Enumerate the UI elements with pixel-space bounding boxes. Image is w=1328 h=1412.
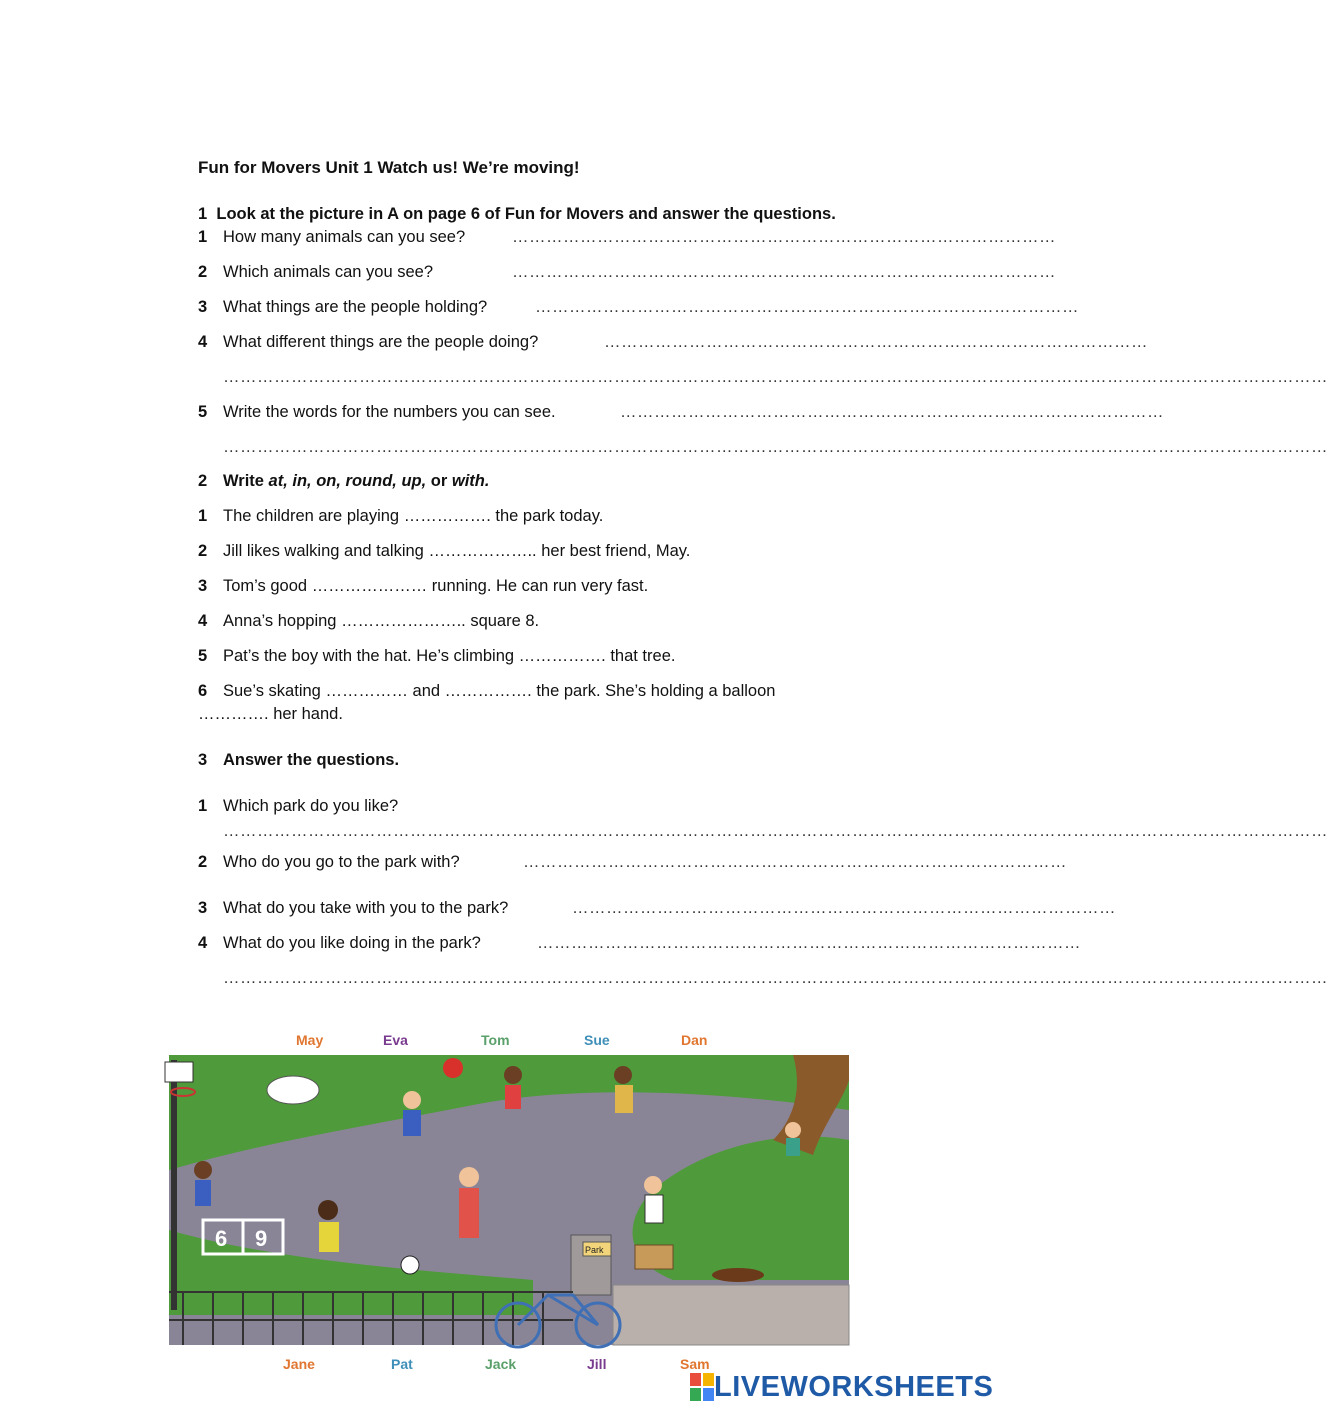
child-figure [785, 1122, 801, 1156]
name-dan: Dan [681, 1032, 708, 1048]
park-scene-frame [165, 1055, 849, 1347]
section-2-heading: 2 Write at, in, on, round, up, or with. [198, 472, 490, 490]
s2-sentence-4: 4 Anna’s hopping ………………….. square 8. [198, 612, 540, 630]
name-jill: Jill [587, 1356, 607, 1372]
football [401, 1256, 419, 1274]
liveworksheets-logo-icon [690, 1373, 714, 1401]
s3-question-4: 4 What do you like doing in the park? …………………………………………………………………………………… [198, 932, 868, 955]
park-illustration [153, 1030, 879, 1388]
answer-line[interactable]: …………………………………………………………………………………………………………………………………………………………………………… [223, 368, 1328, 386]
hoop-board [165, 1062, 193, 1082]
s3-question-2: 2 Who do you go to the park with? …………………………………………………………………………………… [198, 851, 868, 874]
answer-line[interactable]: …………………………………………………………………………………………………………………………………………………………………………… [223, 822, 1328, 840]
balloon [443, 1058, 463, 1078]
gap-blank[interactable]: ……………….. [428, 542, 537, 560]
answer-line[interactable]: …………………………………………………………………………………… [537, 934, 1081, 952]
child-figure [614, 1066, 633, 1113]
gap-blank[interactable]: ……………. [403, 507, 491, 525]
section-1-heading-text: Look at the picture in A on page 6 of Fun for Movers and answer the questions. [216, 205, 836, 223]
name-eva: Eva [383, 1032, 408, 1048]
gap-blank[interactable]: ………………… [311, 577, 428, 595]
answer-line[interactable]: …………………………………………………………………………………… [512, 228, 1056, 246]
name-jane: Jane [283, 1356, 315, 1372]
child-figure [318, 1200, 339, 1252]
cardboard-box [635, 1245, 673, 1269]
s1-question-5-line-2 [198, 436, 1328, 459]
s1-question-4: 4 What different things are the people doing? …………………………………………………………………………………… [198, 331, 868, 354]
brick-wall [613, 1285, 849, 1345]
section-1-heading [198, 203, 868, 226]
gap-blank[interactable]: …………… [325, 682, 408, 700]
name-tom: Tom [481, 1032, 510, 1048]
s1-question-3: 3 What things are the people holding? …………………………………………………………………………………… [198, 296, 868, 319]
park-scene [153, 1030, 879, 1388]
s3-question-4-line-2 [198, 967, 1328, 990]
name-sam: Sam [680, 1356, 710, 1372]
answer-line[interactable]: …………………………………………………………………………………… [512, 263, 1056, 281]
child-figure [403, 1091, 421, 1136]
s2-sentence-1: 1 The children are playing ……………. the park today. [198, 507, 604, 525]
answer-line[interactable]: …………………………………………………………………………………… [604, 333, 1148, 351]
child-figure [644, 1176, 663, 1223]
s1-question-5: 5 Write the words for the numbers you can see. …………………………………………………………………………………… [198, 401, 868, 424]
s1-question-1: 1 How many animals can you see? …………………………………………………………………………………… [198, 226, 868, 249]
answer-line[interactable]: …………………………………………………………………………………… [535, 298, 1079, 316]
answer-line[interactable]: …………………………………………………………………………………… [523, 853, 1067, 871]
s3-question-1-line [198, 820, 1328, 843]
hopscotch-number: 6 [215, 1226, 228, 1251]
s2-sentence-2: 2 Jill likes walking and talking ……………….. her best friend, May. [198, 542, 691, 560]
worksheet-title: Fun for Movers Unit 1 Watch us! We’re moving! [198, 158, 580, 177]
answer-line[interactable]: …………………………………………………………………………………… [620, 403, 1164, 421]
name-jack: Jack [485, 1356, 517, 1372]
s1-question-2: 2 Which animals can you see? …………………………………………………………………………………… [198, 261, 868, 284]
park-sign-text: Park [585, 1245, 604, 1255]
s3-question-3: 3 What do you take with you to the park? …………………………………………………………………………………… [198, 897, 868, 920]
name-sue: Sue [584, 1032, 610, 1048]
hoop-post [171, 1060, 177, 1310]
child-figure [504, 1066, 522, 1109]
s2-sentence-3: 3 Tom’s good ………………… running. He can run very fast. [198, 577, 649, 595]
s2-sentence-6-cont: …………. her hand. [198, 705, 343, 723]
section-3-heading: 3 Answer the questions. [198, 751, 400, 769]
gap-blank[interactable]: ……………. [444, 682, 532, 700]
liveworksheets-logo[interactable] [690, 1372, 993, 1402]
gap-blank[interactable]: ………………….. [341, 612, 466, 630]
s1-question-4-line-2 [198, 366, 1328, 389]
worksheet [198, 158, 1328, 990]
hopscotch-number: 9 [255, 1226, 268, 1251]
answer-line[interactable]: …………………………………………………………………………………………………………………………………………………………………………… [223, 969, 1328, 987]
section-1-number: 1 [198, 205, 208, 223]
liveworksheets-logo-text: LIVEWORKSHEETS [714, 1370, 994, 1403]
dog [712, 1268, 764, 1282]
answer-line[interactable]: …………………………………………………………………………………… [572, 899, 1116, 917]
child-figure [194, 1161, 212, 1206]
gap-blank[interactable]: ……………. [518, 647, 606, 665]
s3-question-1: 1 Which park do you like? [198, 797, 399, 815]
s2-sentence-5: 5 Pat’s the boy with the hat. He’s climbing ……………. that tree. [198, 647, 676, 665]
s2-sentence-6: 6 Sue’s skating …………… and ……………. the park. She’s holding a balloon [198, 682, 776, 700]
name-may: May [296, 1032, 324, 1048]
sheep [267, 1076, 319, 1104]
child-figure [459, 1167, 479, 1238]
name-pat: Pat [391, 1356, 413, 1372]
answer-line[interactable]: …………………………………………………………………………………………………………………………………………………………………………… [223, 438, 1328, 456]
gap-blank[interactable]: …………. [198, 705, 269, 723]
